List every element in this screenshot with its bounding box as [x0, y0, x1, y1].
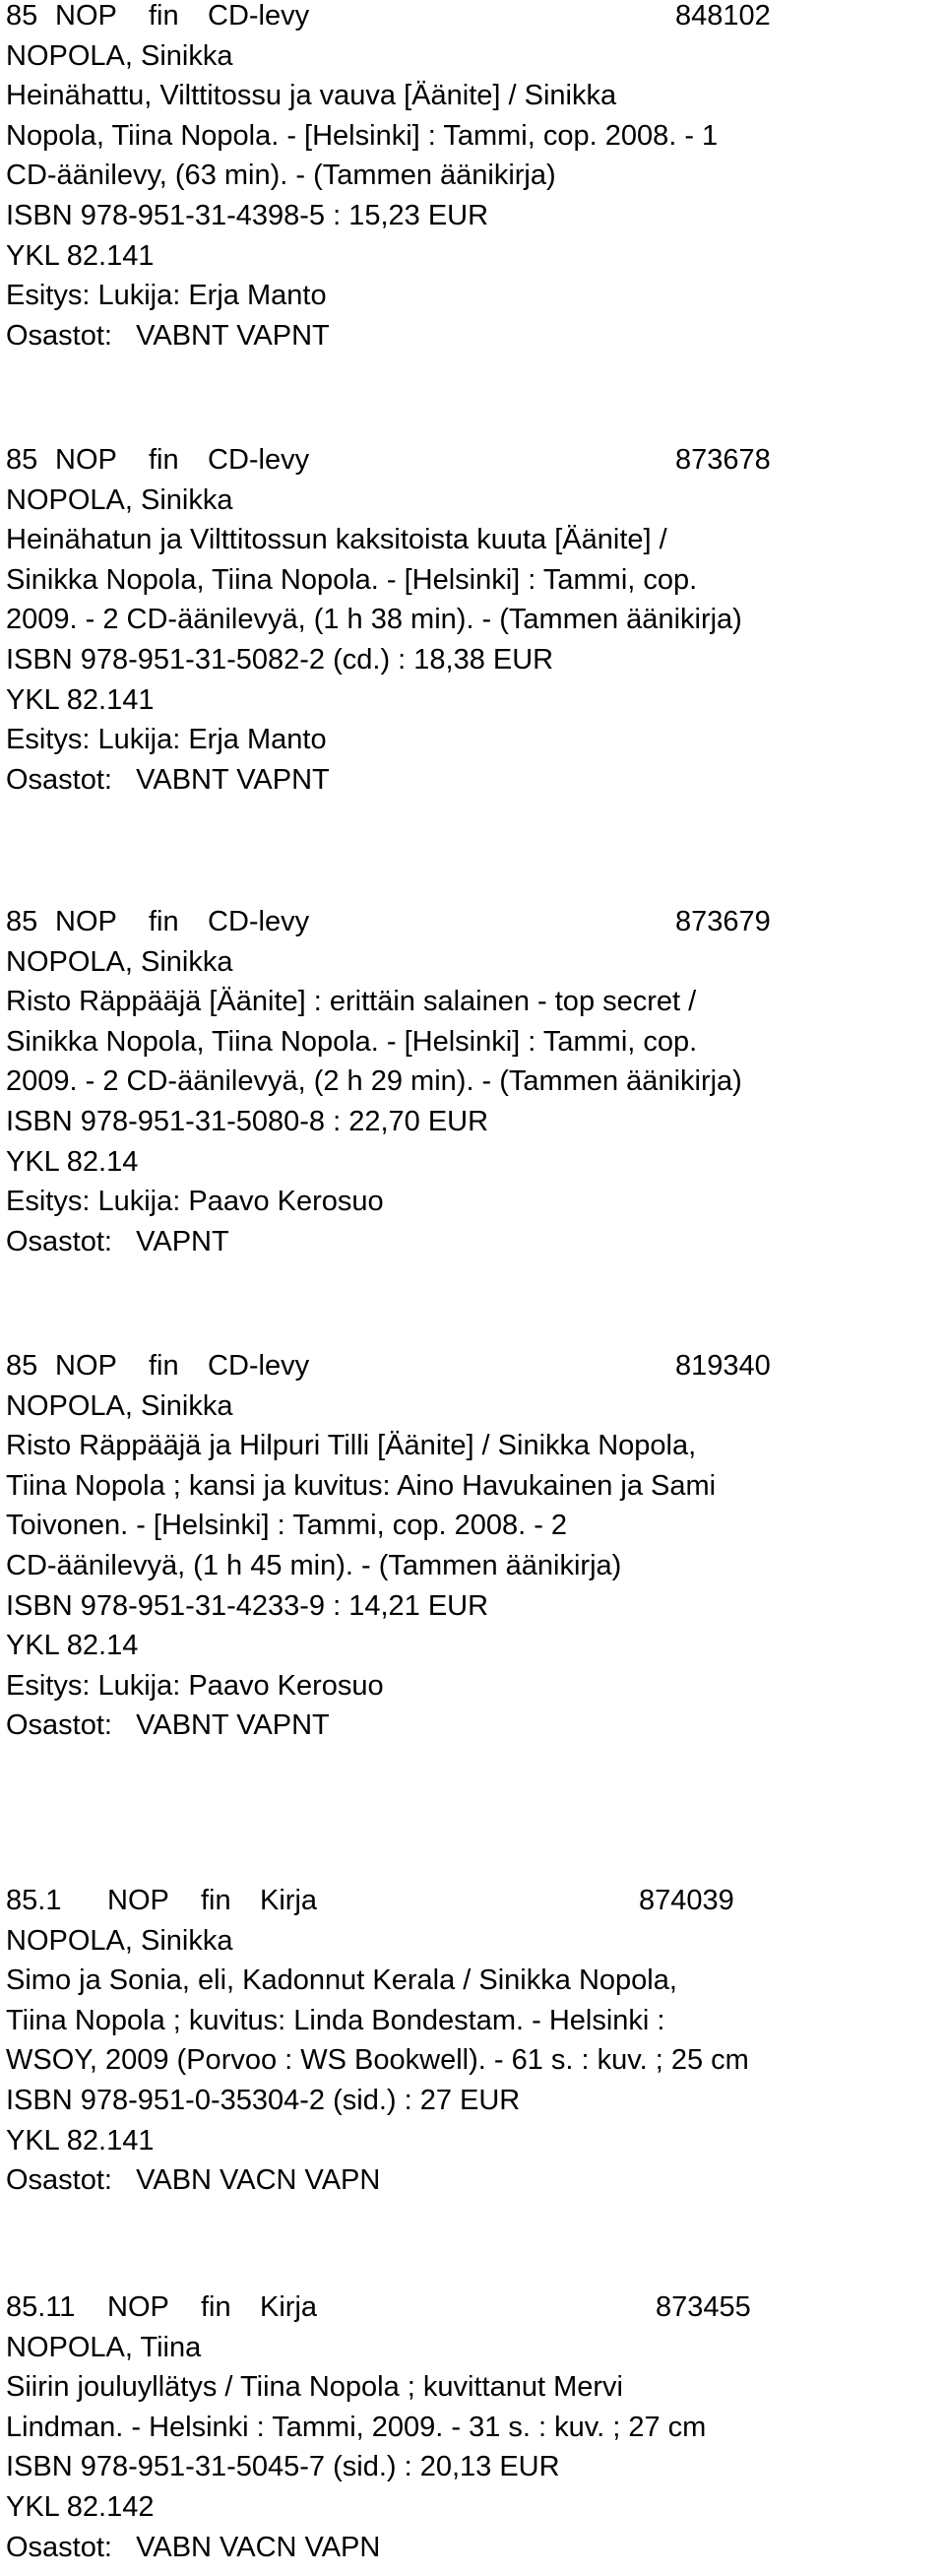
description-line: CD-äänilevyä, (1 h 45 min). - (Tammen äänikirja)	[6, 1549, 622, 1581]
material-type: CD-levy	[208, 1350, 310, 1382]
ykl-class: YKL 82.141	[6, 2124, 155, 2157]
entry-header	[6, 1346, 931, 1386]
record-number: 873679	[675, 906, 771, 937]
author-code: NOP	[107, 1885, 169, 1916]
description-line: ISBN 978-951-0-35304-2 (sid.) : 27 EUR	[6, 2084, 521, 2116]
performer: Esitys: Lukija: Erja Manto	[6, 280, 327, 312]
performer: Esitys: Lukija: Paavo Kerosuo	[6, 1186, 384, 1218]
departments: Osastot: VABN VACN VAPN	[6, 2164, 381, 2197]
author-name: NOPOLA, Tiina	[6, 2331, 202, 2363]
author-name: NOPOLA, Sinikka	[6, 1389, 233, 1422]
performer: Esitys: Lukija: Paavo Kerosuo	[6, 1669, 384, 1702]
entry-header	[6, 0, 931, 36]
description-line: Tiina Nopola ; kansi ja kuvitus: Aino Havukainen ja Sami	[6, 1469, 717, 1502]
departments: Osastot: VABNT VAPNT	[6, 763, 330, 796]
description-line: Toivonen. - [Helsinki] : Tammi, cop. 2008. - 2	[6, 1510, 568, 1542]
description-line: 2009. - 2 CD-äänilevyä, (1 h 38 min). - (Tammen äänikirja)	[6, 604, 742, 636]
material-type: Kirja	[260, 2291, 318, 2323]
entry-header	[6, 440, 931, 481]
description-line: Sinikka Nopola, Tiina Nopola. - [Helsinki] : Tammi, cop.	[6, 563, 698, 596]
catalog-entry	[6, 440, 931, 800]
record-number: 874039	[639, 1885, 734, 1916]
description-line: ISBN 978-951-31-5080-8 : 22,70 EUR	[6, 1105, 489, 1137]
class-code: 85	[6, 906, 38, 937]
description-line: Simo ja Sonia, eli, Kadonnut Kerala / Sinikka Nopola,	[6, 1964, 677, 1997]
record-number: 873678	[675, 444, 771, 476]
record-number: 873455	[656, 2291, 751, 2323]
entry-header	[6, 2287, 931, 2328]
ykl-class: YKL 82.14	[6, 1145, 139, 1178]
description-line: Tiina Nopola ; kuvitus: Linda Bondestam. - Helsinki :	[6, 2004, 665, 2036]
description-line: Risto Räppääjä ja Hilpuri Tilli [Äänite] / Sinikka Nopola,	[6, 1430, 697, 1462]
author-code: NOP	[55, 1350, 117, 1382]
ykl-class: YKL 82.14	[6, 1630, 139, 1662]
description-line: ISBN 978-951-31-4233-9 : 14,21 EUR	[6, 1589, 489, 1622]
performer: Esitys: Lukija: Erja Manto	[6, 724, 327, 756]
author-code: NOP	[55, 444, 117, 476]
author-name: NOPOLA, Sinikka	[6, 483, 233, 516]
material-type: CD-levy	[208, 0, 310, 32]
language-code: fin	[149, 906, 179, 937]
record-number: 848102	[675, 0, 771, 32]
description-line: Risto Räppääjä [Äänite] : erittäin salainen - top secret /	[6, 986, 697, 1018]
description-line: ISBN 978-951-31-5045-7 (sid.) : 20,13 EUR	[6, 2451, 560, 2483]
description-line: Heinähattu, Vilttitossu ja vauva [Äänite] / Sinikka	[6, 80, 617, 112]
language-code: fin	[149, 0, 179, 32]
language-code: fin	[201, 1885, 231, 1916]
class-code: 85.1	[6, 1885, 62, 1916]
departments: Osastot: VABNT VAPNT	[6, 1709, 330, 1742]
material-type: Kirja	[260, 1885, 318, 1916]
description-line: 2009. - 2 CD-äänilevyä, (2 h 29 min). - (Tammen äänikirja)	[6, 1065, 742, 1098]
entry-header	[6, 902, 931, 942]
class-code: 85	[6, 444, 38, 476]
catalog-entry	[6, 1346, 931, 1746]
record-number: 819340	[675, 1350, 771, 1382]
author-name: NOPOLA, Sinikka	[6, 945, 233, 978]
description-line: Nopola, Tiina Nopola. - [Helsinki] : Tammi, cop. 2008. - 1	[6, 119, 719, 152]
catalog-entry	[6, 2287, 931, 2567]
description-line: ISBN 978-951-31-5082-2 (cd.) : 18,38 EUR	[6, 643, 554, 676]
author-name: NOPOLA, Sinikka	[6, 1924, 233, 1957]
class-code: 85	[6, 1350, 38, 1382]
description-line: WSOY, 2009 (Porvoo : WS Bookwell). - 61 s. : kuv. ; 25 cm	[6, 2044, 749, 2077]
material-type: CD-levy	[208, 444, 310, 476]
description-line: CD-äänilevy, (63 min). - (Tammen äänikirja)	[6, 160, 556, 192]
departments: Osastot: VAPNT	[6, 1225, 229, 1257]
ykl-class: YKL 82.141	[6, 239, 155, 272]
ykl-class: YKL 82.141	[6, 683, 155, 716]
author-code: NOP	[55, 906, 117, 937]
author-code: NOP	[107, 2291, 169, 2323]
description-line: Siirin jouluyllätys / Tiina Nopola ; kuvittanut Mervi	[6, 2371, 623, 2404]
catalog-entry	[6, 0, 931, 355]
description-line: Heinähatun ja Vilttitossun kaksitoista kuuta [Äänite] /	[6, 524, 667, 556]
description-line: Lindman. - Helsinki : Tammi, 2009. - 31 s. : kuv. ; 27 cm	[6, 2411, 707, 2443]
description-line: ISBN 978-951-31-4398-5 : 15,23 EUR	[6, 199, 489, 231]
language-code: fin	[149, 444, 179, 476]
class-code: 85.11	[6, 2291, 76, 2323]
ykl-class: YKL 82.142	[6, 2490, 155, 2523]
description-line: Sinikka Nopola, Tiina Nopola. - [Helsinki] : Tammi, cop.	[6, 1025, 698, 1058]
catalog-entry	[6, 1881, 931, 2201]
departments: Osastot: VABNT VAPNT	[6, 319, 330, 352]
class-code: 85	[6, 0, 38, 32]
author-code: NOP	[55, 0, 117, 32]
language-code: fin	[201, 2291, 231, 2323]
language-code: fin	[149, 1350, 179, 1382]
material-type: CD-levy	[208, 906, 310, 937]
entry-header	[6, 1881, 931, 1921]
catalog-entry	[6, 902, 931, 1261]
departments: Osastot: VABN VACN VAPN	[6, 2531, 381, 2563]
author-name: NOPOLA, Sinikka	[6, 39, 233, 72]
